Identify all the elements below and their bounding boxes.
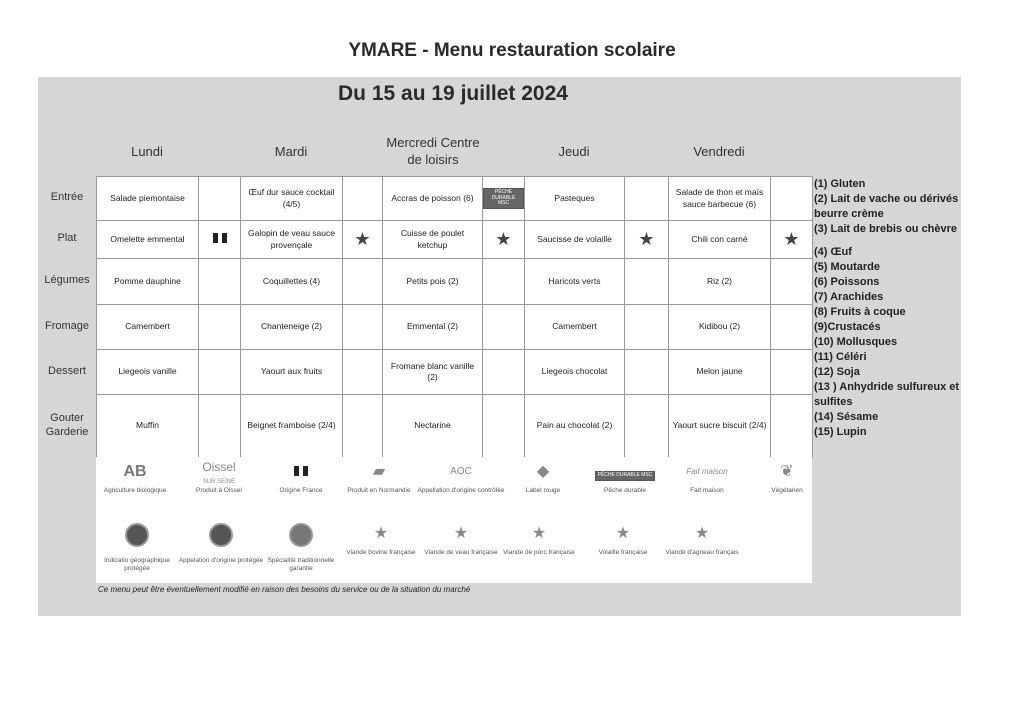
row-header-legumes: Légumes (44, 274, 90, 287)
menu-cell: Pasteques (525, 177, 625, 221)
labels-legend (96, 457, 812, 583)
legend-item: Appelation d'origine protégée (175, 523, 267, 565)
disclaimer-note: Ce menu peut être éventuellement modifié en raison des besoins du service ou de la situation du marché (98, 585, 471, 594)
normandy-product-icon: ▰ (372, 463, 386, 480)
menu-cell: Petits pois (2) (383, 259, 483, 305)
date-range: Du 15 au 19 juillet 2024 (338, 82, 568, 105)
legend-item: Spécialité traditionnelle garantie (255, 523, 347, 574)
menu-cell: Muffin (97, 395, 199, 458)
allergen-item: (7) Arachides (814, 291, 884, 303)
label-rouge-icon: ◆ (536, 463, 550, 480)
allergen-item: (15) Lupin (814, 426, 867, 438)
menu-cell: Coquillettes (4) (241, 259, 343, 305)
legend-item: ★ Volaille française (577, 523, 669, 557)
sustainable-fishing-icon: PÊCHE DURABLE MSC (579, 461, 671, 483)
legend-item: Fait maison Fait maison (661, 461, 753, 495)
french-lamb-star-icon: ★ (694, 525, 710, 542)
menu-cell: Chanteneige (2) (241, 305, 343, 350)
allergen-item: (14) Sésame (814, 411, 879, 423)
menu-row-entree (97, 177, 813, 221)
day-header-vendredi: Vendredi (693, 143, 745, 159)
row-header-dessert: Dessert (48, 364, 86, 377)
menu-cell: Emmental (2) (383, 305, 483, 350)
aop-seal-icon (209, 523, 233, 547)
day-header-lundi: Lundi (131, 143, 163, 159)
menu-cell: Liegeois vanille (97, 350, 199, 395)
menu-cell: Galopin de veau sauce provençale (241, 221, 343, 259)
legend-item: ★ Viande de porc française (493, 523, 585, 557)
allergen-item: (6) Poissons (814, 276, 880, 288)
menu-row-plat (97, 221, 813, 259)
menu-cell: Kidibou (2) (669, 305, 771, 350)
french-beef-star-icon: ★ (373, 525, 389, 542)
menu-cell: Fromane blanc vanille (2) (383, 350, 483, 395)
allergen-item: (1) Gluten (814, 178, 866, 190)
menu-cell: Saucisse de volaille (525, 221, 625, 259)
menu-cell: Riz (2) (669, 259, 771, 305)
menu-row-fromage (97, 305, 813, 350)
allergen-item: (2) Lait de vache ou dérivés beurre crème (814, 193, 959, 220)
oissel-logo-icon: Oissel SUR SEINE (202, 460, 236, 485)
menu-cell: Yaourt sucre biscuit (2/4) (669, 395, 771, 458)
menu-cell: Beignet framboise (2/4) (241, 395, 343, 458)
french-poultry-star-icon: ★ (638, 229, 655, 250)
menu-cell: Salade piemontaise (97, 177, 199, 221)
legend-item: AOC Appellation d'origine contrôlée (415, 461, 507, 495)
menu-cell: Cuisse de poulet ketchup (383, 221, 483, 259)
legend-item: ◆ Label rouge (497, 461, 589, 495)
sustainable-fishing-icon: PÊCHE DURABLE MSC (483, 188, 524, 209)
french-beef-star-icon: ★ (783, 229, 800, 250)
french-veal-star-icon: ★ (453, 525, 469, 542)
menu-cell: Salade de thon et maïs sauce barbecue (6) (669, 177, 771, 221)
igp-seal-icon (125, 523, 149, 547)
legend-item: Oissel SUR SEINE Produit à Oissel (173, 461, 265, 495)
allergen-item: (13 ) Anhydride sulfureux et sulfites (814, 381, 960, 408)
french-poultry-star-icon: ★ (495, 229, 512, 250)
menu-cell: Œuf dur sauce cocktail (4/5) (241, 177, 343, 221)
day-header-jeudi: Jeudi (558, 143, 590, 159)
legend-item: PÊCHE DURABLE MSC Pêche durable (579, 461, 671, 495)
aoc-icon: AOC (450, 466, 472, 477)
allergen-item: (11) Céléri (814, 351, 867, 363)
vegetarian-icon: ❦ (780, 463, 794, 480)
french-veal-star-icon: ★ (354, 229, 371, 250)
menu-table (96, 176, 813, 458)
legend-item: ❦ Végétarien (741, 461, 833, 495)
legend-item: ★ Viande de veau française (415, 523, 507, 557)
organic-ab-icon: AB (123, 463, 147, 480)
french-flag-icon (213, 233, 227, 243)
menu-cell: Nectarine (383, 395, 483, 458)
menu-cell: Liegeois chocolat (525, 350, 625, 395)
homemade-icon: Fait maison (686, 467, 728, 476)
menu-row-dessert (97, 350, 813, 395)
menu-cell: Haricots verts (525, 259, 625, 305)
menu-cell: Chili con carné (669, 221, 771, 259)
legend-item: Indicatio géographique protégée (91, 523, 183, 574)
menu-cell: Camembert (97, 305, 199, 350)
stg-seal-icon (289, 523, 313, 547)
row-header-gouter: Gouter Garderie (45, 411, 89, 438)
menu-cell: Camembert (525, 305, 625, 350)
row-header-plat: Plat (57, 232, 77, 245)
legend-item: AB Agriculture biologique (89, 461, 181, 495)
day-header-mardi: Mardi (274, 143, 308, 159)
french-poultry-star-icon: ★ (615, 525, 631, 542)
allergen-item: (9)Crustacés (814, 321, 881, 333)
allergens-list (814, 177, 964, 440)
menu-cell: Accras de poisson (6) (383, 177, 483, 221)
allergen-item: (3) Lait de brebis ou chèvre (814, 223, 958, 235)
menu-cell: Melon jaune (669, 350, 771, 395)
row-header-fromage: Fromage (44, 319, 90, 332)
menu-cell: Yaourt aux fruits (241, 350, 343, 395)
menu-cell: Pain au chocolat (2) (525, 395, 625, 458)
allergen-item: (12) Soja (814, 366, 860, 378)
allergen-item: (4) Œuf (814, 246, 852, 258)
allergen-item: (5) Moutarde (814, 261, 880, 273)
menu-cell: Omelette emmental (97, 221, 199, 259)
allergen-item: (10) Mollusques (814, 336, 898, 348)
day-header-mercredi: Mercredi Centre de loisirs (386, 135, 480, 167)
legend-item: ▰ Produit en Normandie (333, 461, 425, 495)
legend-item: Origine France (255, 461, 347, 495)
row-header-entree: Entrée (50, 191, 84, 204)
legend-item: ★ Viande bovine française (335, 523, 427, 557)
menu-cell: Pomme dauphine (97, 259, 199, 305)
menu-row-gouter (97, 395, 813, 458)
menu-row-legumes (97, 259, 813, 305)
french-pork-star-icon: ★ (531, 525, 547, 542)
allergen-item: (8) Fruits à coque (814, 306, 906, 318)
page-title: YMARE - Menu restauration scolaire (348, 40, 676, 61)
legend-item: ★ Viande d'agneau français (656, 523, 748, 557)
